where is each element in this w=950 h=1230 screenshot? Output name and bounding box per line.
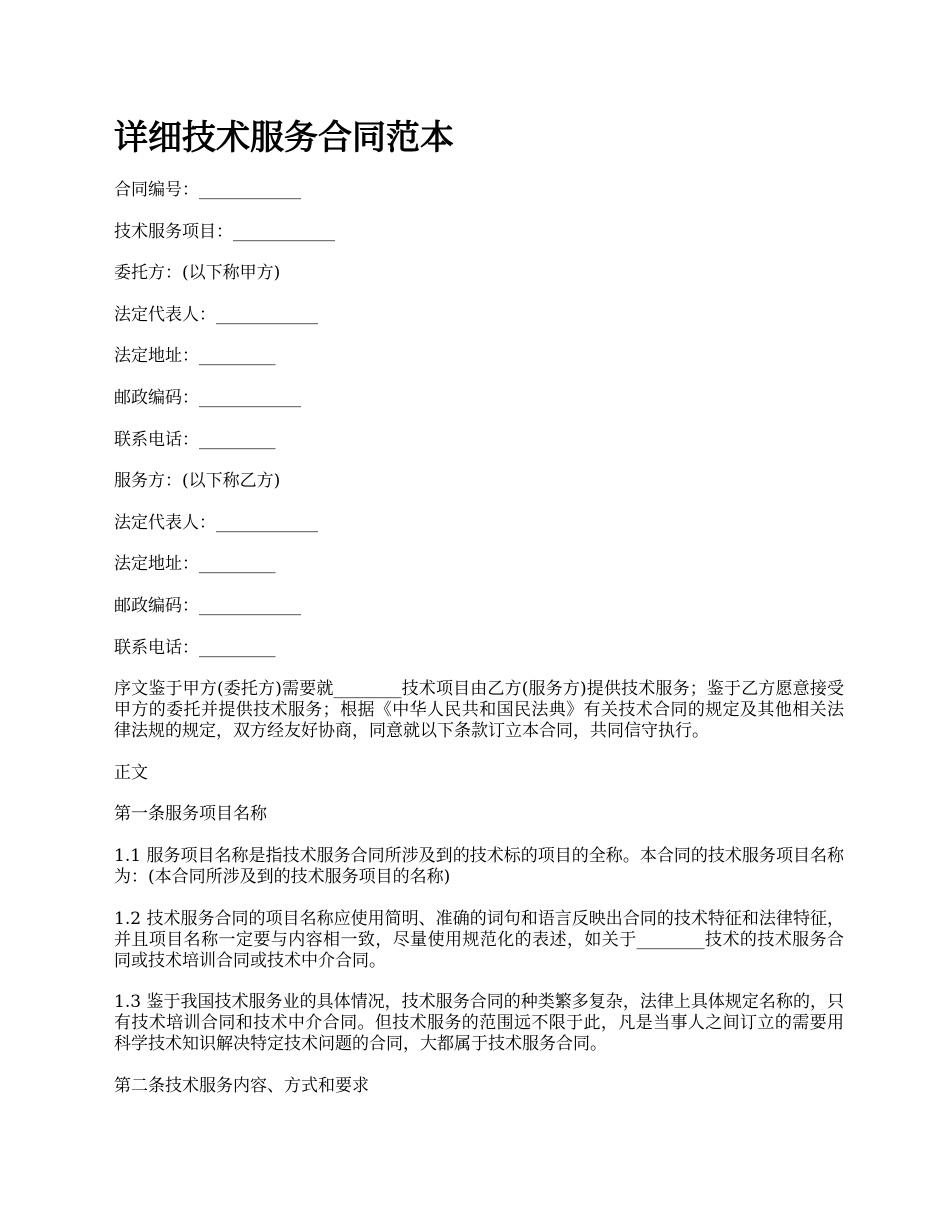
document-body xyxy=(114,116,844,1117)
document-title: 详细技术服务合同范本 xyxy=(114,118,454,158)
provider-representative-field: 法定代表人：____________ xyxy=(114,512,318,533)
clause-1-2: 1.2 技术服务合同的项目名称应使用简明、准确的词句和语言反映出合同的技术特征和法律特征，并且项目名称一定要与内容相一致，尽量使用规范化的表述，如关于________技术的技术服务合同或技术培训合同或技术中介合同。 xyxy=(114,908,844,971)
provider-phone-field: 联系电话：_________ xyxy=(114,637,276,658)
article-1-title: 第一条服务项目名称 xyxy=(114,804,267,825)
contract-number-field: 合同编号：____________ xyxy=(114,180,301,200)
client-postcode-field: 邮政编码：____________ xyxy=(114,387,301,408)
client-representative-field: 法定代表人：____________ xyxy=(114,304,318,325)
preamble-paragraph: 序文鉴于甲方(委托方)需要就________技术项目由乙方(服务方)提供技术服务；鉴于乙方愿意接受甲方的委托并提供技术服务；根据《中华人民共和国民法典》有关技术合同的规定及其他相关法律法规的规定，双方经友好协商，同意就以下条款订立本合同，共同信守执行。 xyxy=(114,679,844,742)
client-address-field: 法定地址：_________ xyxy=(114,346,276,367)
provider-address-field: 法定地址：_________ xyxy=(114,554,276,575)
clause-1-1: 1.1 服务项目名称是指技术服务合同所涉及到的技术标的项目的全称。本合同的技术服务项目名称为：(本合同所涉及到的技术服务项目的名称) xyxy=(114,845,844,887)
provider-postcode-field: 邮政编码：____________ xyxy=(114,595,301,616)
body-heading: 正文 xyxy=(114,762,148,783)
service-project-field: 技术服务项目：____________ xyxy=(114,221,335,242)
provider-party-label: 服务方：(以下称乙方) xyxy=(114,471,281,492)
client-phone-field: 联系电话：_________ xyxy=(114,429,276,450)
client-party-label: 委托方：(以下称甲方) xyxy=(114,263,281,284)
article-2-title: 第二条技术服务内容、方式和要求 xyxy=(114,1075,369,1096)
clause-1-3: 1.3 鉴于我国技术服务业的具体情况，技术服务合同的种类繁多复杂，法律上具体规定名称的，只有技术培训合同和技术中介合同。但技术服务的范围远不限于此，凡是当事人之间订立的需要用科学技术知识解决特定技术问题的合同，大都属于技术服务合同。 xyxy=(114,992,844,1055)
